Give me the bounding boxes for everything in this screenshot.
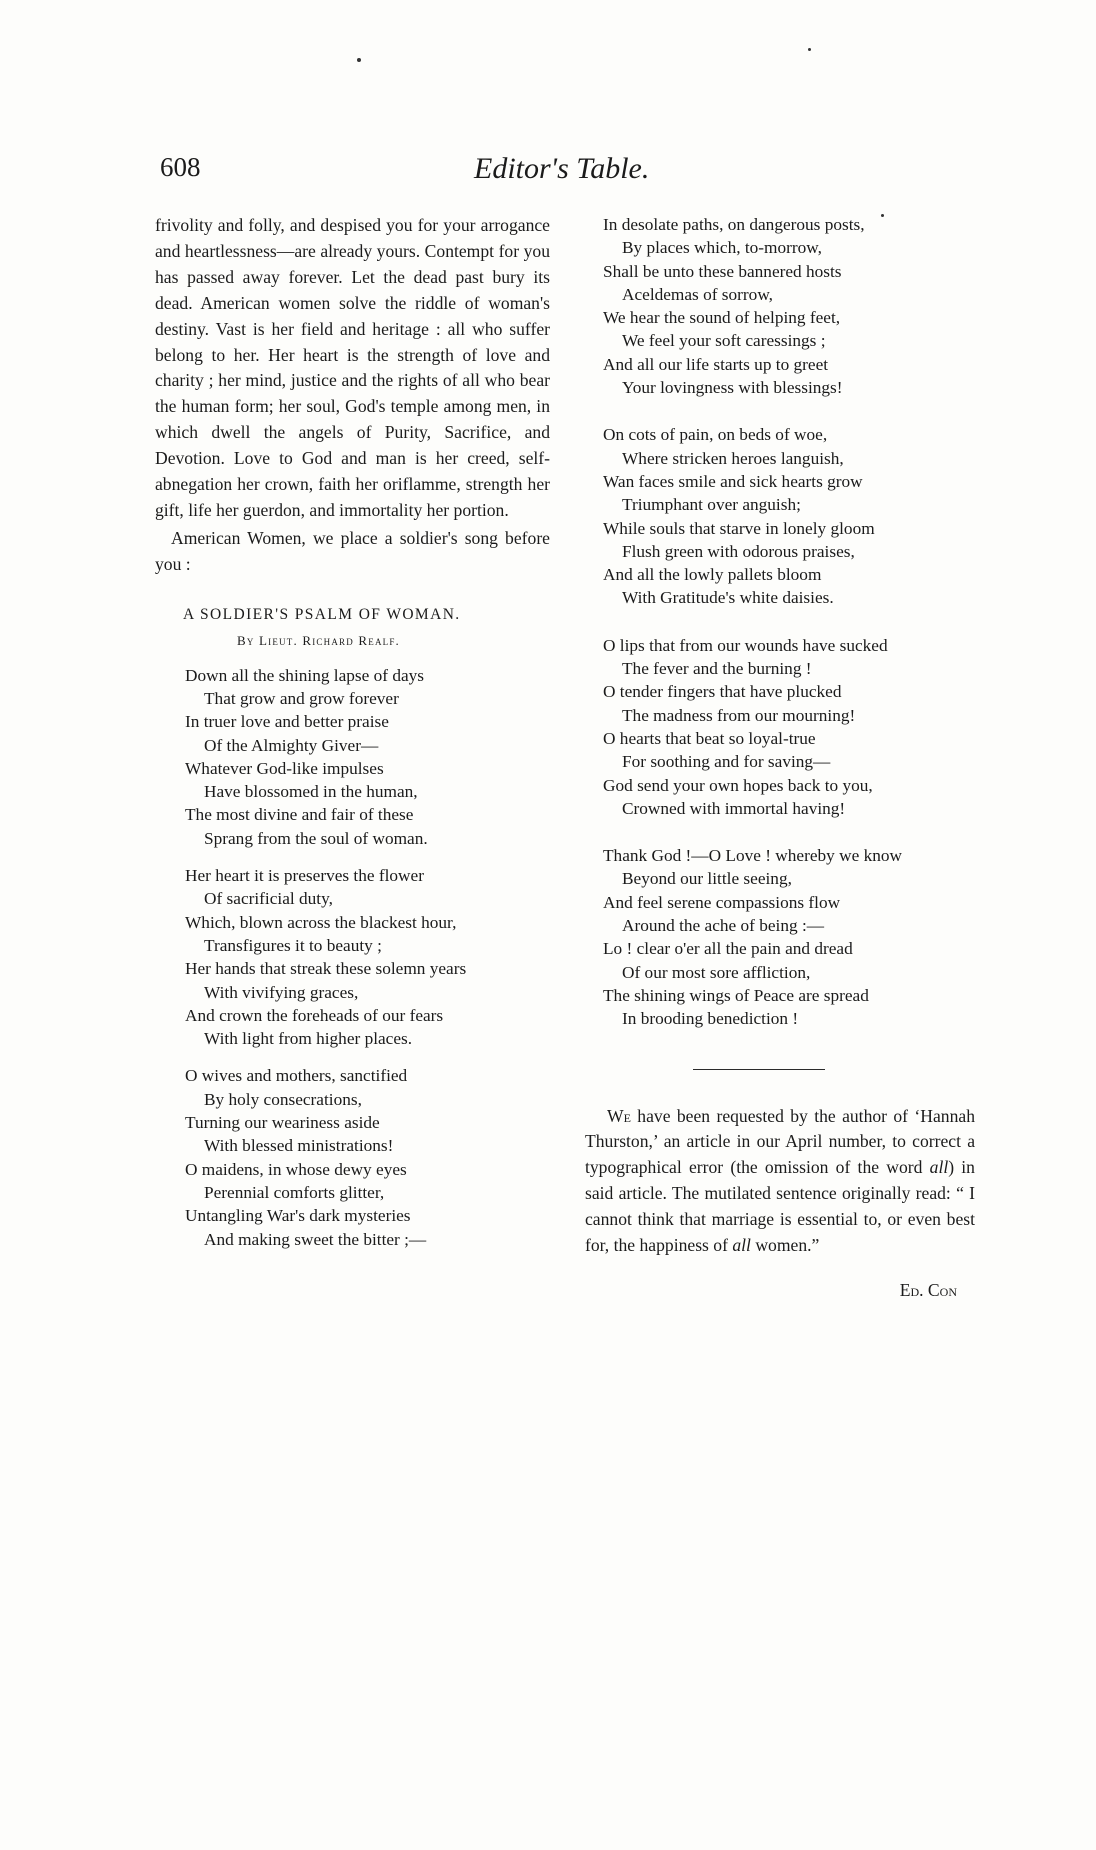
editor-note bbox=[585, 1104, 975, 1259]
poem-line: Your lovingness with blessings! bbox=[622, 378, 843, 398]
section-divider bbox=[693, 1069, 825, 1070]
poem-line: With vivifying graces, bbox=[204, 982, 359, 1002]
poem-line: Thank God !—O Love ! whereby we know bbox=[603, 846, 902, 866]
poem-line: Aceldemas of sorrow, bbox=[622, 284, 773, 304]
poem-title: A SOLDIER'S PSALM OF WOMAN. bbox=[183, 605, 461, 623]
poem-line: Turning our weariness aside bbox=[185, 1113, 380, 1133]
editor-signature: Ed. Con bbox=[899, 1279, 957, 1300]
poem-line: While souls that starve in lonely gloom bbox=[603, 518, 875, 538]
poem-line: In brooding benediction ! bbox=[622, 1009, 799, 1029]
poem-line: Crowned with immortal having! bbox=[622, 798, 846, 818]
note-text: women.” bbox=[750, 1235, 820, 1256]
poem-line: The most divine and fair of these bbox=[185, 805, 414, 825]
poem-part-right bbox=[603, 213, 975, 1031]
poem-part-left bbox=[155, 664, 550, 1251]
poem-stanza bbox=[603, 844, 975, 1030]
poem-line: Her heart it is preserves the flower bbox=[185, 866, 424, 886]
poem-line: Triumphant over anguish; bbox=[622, 495, 801, 515]
poem-line: Transfigures it to beauty ; bbox=[204, 935, 382, 955]
poem-line: On cots of pain, on beds of woe, bbox=[603, 425, 828, 445]
poem-line: Perennial comforts glitter, bbox=[204, 1182, 385, 1202]
poem-line: O tender fingers that have plucked bbox=[603, 682, 842, 702]
poem-line: We hear the sound of helping feet, bbox=[603, 308, 841, 328]
poem-line: Flush green with odorous praises, bbox=[622, 541, 855, 561]
poem-line: Wan faces smile and sick hearts grow bbox=[603, 471, 863, 491]
poem-line: The shining wings of Peace are spread bbox=[603, 985, 869, 1005]
poem-stanza bbox=[603, 634, 975, 820]
page-number: 608 bbox=[160, 152, 201, 182]
poem-stanza bbox=[185, 664, 550, 850]
poem-line: Of our most sore affliction, bbox=[622, 962, 811, 982]
poem-line: Around the ache of being :— bbox=[622, 916, 825, 936]
poem-line: Beyond our little seeing, bbox=[622, 869, 792, 889]
poem-stanza bbox=[603, 423, 975, 609]
poem-line: The fever and the burning ! bbox=[622, 659, 812, 679]
poem-line: We feel your soft caressings ; bbox=[622, 331, 826, 351]
prose-paragraph: frivolity and folly, and despised you for your arrogance and heartlessness—are already yours. Contempt for you has passed away forever. Let the dead past bury its dead. American women solve the riddle of woman's destiny. Vast is her field and heritage : all who suffer belong to her. Her heart is the strength of love and charity ; her mind, justice and the rights of all who bear the human form; her soul, God's temple among men, in which dwell the angels of Purity, Sacrifice, and Devotion. Love to God and man is her creed, self-abnegation her crown, faith her oriflamme, strength her gift, life her guerdon, and immortality her portion. bbox=[155, 215, 550, 520]
poem-line: By holy consecrations, bbox=[204, 1089, 362, 1109]
poem-line: O wives and mothers, sanctified bbox=[185, 1066, 408, 1086]
poem-line: Untangling War's dark mysteries bbox=[185, 1206, 411, 1226]
note-text: have been requested by the author of ‘Hannah Thurston,’ an article in our April number, to correct a typographical error (the omission of the word bbox=[585, 1105, 975, 1178]
poem-line: With blessed ministrations! bbox=[204, 1136, 394, 1156]
poem-line: With Gratitude's white daisies. bbox=[622, 588, 834, 608]
poem-line: O maidens, in whose dewy eyes bbox=[185, 1159, 407, 1179]
poem-line: Sprang from the soul of woman. bbox=[204, 828, 428, 848]
poem-line: Where stricken heroes languish, bbox=[622, 448, 844, 468]
poem-line: By places which, to-morrow, bbox=[622, 238, 822, 258]
poem-stanza bbox=[603, 213, 975, 399]
note-text: ) in said article. The mutilated sentence originally read: “ I cannot think that marriage is essential to, or even best for, the happiness of bbox=[585, 1157, 975, 1256]
print-speck bbox=[357, 58, 361, 62]
prose-paragraph: American Women, we place a soldier's song before you : bbox=[155, 527, 550, 574]
right-column bbox=[585, 213, 975, 1303]
poem-line: Have blossomed in the human, bbox=[204, 782, 418, 802]
poem-line: That grow and grow forever bbox=[204, 688, 399, 708]
left-column bbox=[155, 213, 550, 1251]
poem-line: And all the lowly pallets bloom bbox=[603, 565, 822, 585]
running-head: Editor's Table. bbox=[474, 152, 650, 185]
poem-line: Shall be unto these bannered hosts bbox=[603, 261, 842, 281]
note-emphasis: all bbox=[929, 1157, 949, 1178]
poem-line: In truer love and better praise bbox=[185, 712, 389, 732]
poem-line: With light from higher places. bbox=[204, 1029, 413, 1049]
poem-line: Lo ! clear o'er all the pain and dread bbox=[603, 939, 853, 959]
poem-stanza bbox=[185, 1064, 550, 1250]
poem-line: For soothing and for saving— bbox=[622, 752, 831, 772]
poem-line: Down all the shining lapse of days bbox=[185, 665, 425, 685]
print-speck bbox=[808, 48, 811, 51]
poem-line: Her hands that streak these solemn years bbox=[185, 959, 467, 979]
poem-line: And making sweet the bitter ;— bbox=[204, 1229, 427, 1249]
poem-line: Of the Almighty Giver— bbox=[204, 735, 379, 755]
note-emphasis: all bbox=[732, 1235, 751, 1256]
poem-line: God send your own hopes back to you, bbox=[603, 775, 873, 795]
poem-line: And crown the foreheads of our fears bbox=[185, 1005, 444, 1025]
poem-line: Which, blown across the blackest hour, bbox=[185, 912, 457, 932]
poem-line: And feel serene compassions flow bbox=[603, 892, 841, 912]
poem-author: By Lieut. Richard Realf. bbox=[237, 632, 400, 648]
poem-stanza bbox=[185, 864, 550, 1050]
note-lead-word: We bbox=[607, 1105, 631, 1126]
poem-line: O lips that from our wounds have sucked bbox=[603, 635, 888, 655]
poem-line: And all our life starts up to greet bbox=[603, 354, 829, 374]
poem-line: Of sacrificial duty, bbox=[204, 889, 333, 909]
poem-line: In desolate paths, on dangerous posts, bbox=[603, 215, 865, 234]
poem-line: Whatever God-like impulses bbox=[185, 758, 384, 778]
poem-line: O hearts that beat so loyal-true bbox=[603, 728, 816, 748]
poem-line: The madness from our mourning! bbox=[622, 705, 856, 725]
